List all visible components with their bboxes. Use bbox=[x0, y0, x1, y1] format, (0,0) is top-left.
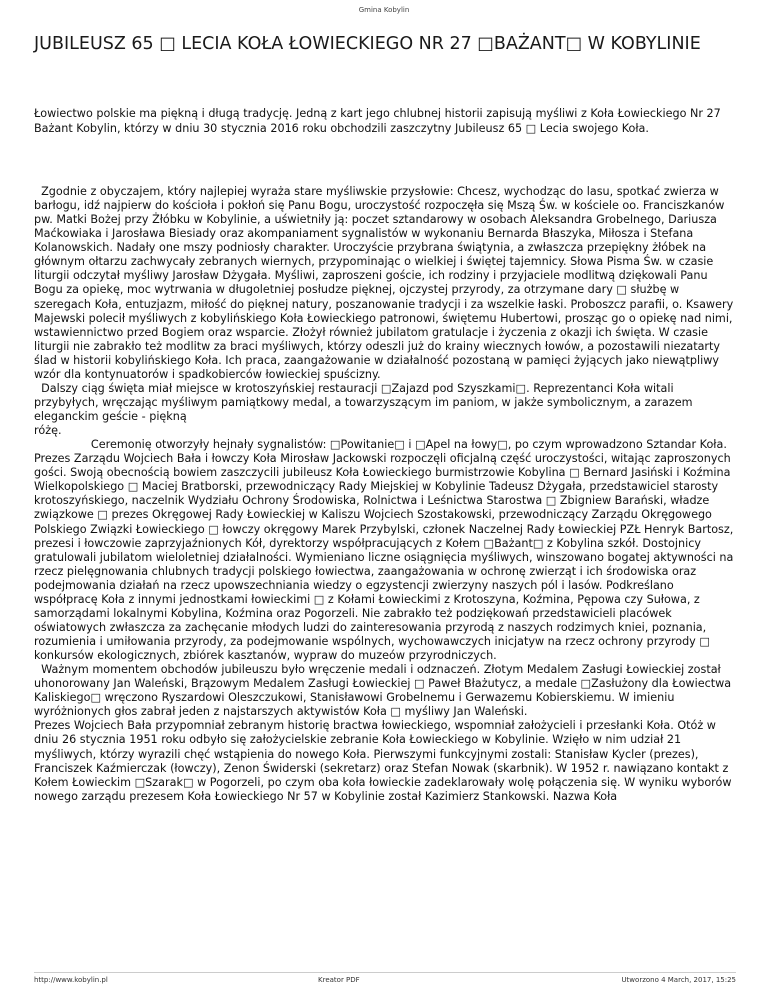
body-paragraph: różę. bbox=[34, 424, 62, 438]
body-paragraph: Ceremonię otworzyły hejnały sygnalistów: □Powitanie□ i □Apel na łowy□, po czym wprowadzono Sztandar Koła. Prezes Zarządu Wojciech Bała i łowczy Koła Mirosław Jackowski rozpoczęli oficjalną część uroczystości, witając zaproszonych gości. Swoją obecnością bowiem zaszczycili jubileusz Koła Łowieckiego burmistrzowie Kobylina □ Bernard Jasiński i Koźmina Wielkopolskiego □ Maciej Bratborski, przewodniczący Rady Miejskiej w Kobylinie Tadeusz Dżygała, przedstawiciel starosty krotoszyńskiego, naczelnik Wydziału Ochrony Środowiska, Rolnictwa i Leśnictwa Starostwa □ Zbigniew Barański, władze związkowe □ prezes Okręgowej Rady Łowieckiej w Kaliszu Wojciech Szostakowski, przewodniczący Zarządu Okręgowego Polskiego Związki Łowieckiego □ łowczy okręgowy Marek Przybylski, członek Naczelnej Rady Łowieckiej PZŁ Henryk Bartosz, prezesi i łowczowie zaprzyjaźnionych Kół, dyrektorzy współpracujących z Kołem □Bażant□ z Kobylina szkół. Dostojnicy gratulowali jubilatom wieloletniej działalności. Wymieniano liczne osiągnięcia myśliwych, winszowano bogatej aktywności na rzecz pielęgnowania chlubnych tradycji polskiego łowiectwa, zaangażowania w ochronę zwierząt i ich środowiska oraz podejmowania działań na rzecz upowszechniania wiedzy o egzystencji zwierzyny naszych pól i lasów. Podkreślano współpracę Koła z innymi jednostkami łowieckimi □ z Kołami Łowieckimi z Krotoszyna, Koźmina, Pępowa czy Sułowa, z samorządami lokalnymi Kobylina, Koźmina oraz Pogorzeli. Nie zabrakło też podziękowań przedstawicieli placówek oświatowych zwłaszcza za zachęcanie młodych ludzi do zainteresowania przyrodą z naszych rodzimych kniei, poznania, rozumienia i umiłowania przyrody, za podejmowanie wspólnych, wychowawczych inicjatyw na rzecz ochrony przyrody □ konkursów ekologicznych, zbiórek kasztanów, wypraw do muzeów przyrodniczych. bbox=[34, 438, 734, 663]
body-paragraph: Zgodnie z obyczajem, który najlepiej wyraża stare myśliwskie przysłowie: Chcesz, wychodząc do lasu, spotkać zwierza w barłogu, idź najpierw do kościoła i pokłoń się Panu Bogu, uroczystość rozpoczęła się Mszą Św. w kościele oo. Franciszkanów pw. Matki Bożej przy Żłóbku w Kobylinie, a uświetniły ją: poczet sztandarowy w osobach Aleksandra Grobelnego, Dariusza Maćkowiaka i Jarosława Biesiady oraz akompaniament sygnalistów w wykonaniu Bernarda Błaszyka, Miłosza i Stefana Kolanowskich. Nadały one mszy podniosły charakter. Uroczyście przybrana świątynia, a zwłaszcza przepiękny żłóbek na głównym ołtarzu zachwycały zebranych wiernych, przypominając o wielkiej i świętej tajemnicy. Słowa Pisma Św. w czasie liturgii odczytał myśliwy Jarosław Dżygała. Myśliwi, zaproszeni goście, ich rodziny i przyjaciele modlitwą dziękowali Panu Bogu za opiekę, moc wytrwania w długoletniej posłudze pięknej, ojczystej przyrody, za otrzymane dary □ służbę w szeregach Koła, entuzjazm, miłość do pięknej natury, poszanowanie tradycji i za wszelkie łaski. Proboszcz parafii, o. Ksawery Majewski polecił myśliwych z kobylińskiego Koła Łowieckiego patronowi, świętemu Hubertowi, prosząc go o opiekę nad nimi, wstawiennictwo przed Bogiem oraz wsparcie. Złożył również jubilatom gratulacje i życzenia z okazji ich święta. W czasie liturgii nie zabrakło też modlitw za braci myśliwych, którzy odeszli już do krainy wiecznych łowów, a pozostawili niezatarty ślad w historii kobylińskiego Koła. Ich praca, zaangażowanie w działalność pozostaną w pamięci żyjących jako niewątpliwy wzór dla kontynuatorów i spadkobierców łowieckiej spuścizny. bbox=[34, 185, 734, 381]
article-intro: Łowiectwo polskie ma piękną i długą tradycję. Jedną z kart jego chlubnej historii zapisują myśliwi z Koła Łowieckiego Nr 27 Bażant Kobylin, którzy w dniu 30 stycznia 2016 roku obchodzili zaszczytny Jubileusz 65 □ Lecia swojego Koła. bbox=[34, 107, 721, 135]
page-footer bbox=[34, 976, 736, 988]
footer-divider bbox=[34, 972, 736, 973]
footer-url-link[interactable]: http://www.kobylin.pl bbox=[34, 976, 108, 984]
article-title: JUBILEUSZ 65 □ LECIA KOŁA ŁOWIECKIEGO NR 27 □BAŻANT□ W KOBYLINIE bbox=[34, 34, 701, 54]
body-paragraph: Ważnym momentem obchodów jubileuszu było wręczenie medali i odznaczeń. Złotym Medalem Zasługi Łowieckiej został uhonorowany Jan Waleński, Brązowym Medalem Zasługi Łowieckiej □ Paweł Błażutycz, a medale □Zasłużony dla Łowiectwa Kaliskiego□ wręczono Ryszardowi Oleszczukowi, Stanisławowi Grobelnemu i Gerwazemu Kobierskiemu. W imieniu wyróżnionych głos zabrał jeden z najstarszych aktywistów Koła □ myśliwy Jan Waleński. bbox=[34, 663, 732, 719]
footer-created-date: Utworzono 4 March, 2017, 15:25 bbox=[621, 976, 736, 984]
site-header: Gmina Kobylin bbox=[358, 6, 410, 14]
article-body bbox=[34, 185, 736, 804]
body-paragraph: Prezes Wojciech Bała przypomniał zebranym historię bractwa łowieckiego, wspomniał założycieli i przesłanki Koła. Otóż w dniu 26 stycznia 1951 roku odbyło się założycielskie zebranie Koła Łowieckiego w Kobylinie. Wzięło w nim udział 21 myśliwych, którzy wyrazili chęć wstąpienia do nowego Koła. Pierwszymi funkcyjnymi zostali: Stanisław Kycler (prezes), Franciszek Kaźmierczak (łowczy), Zenon Świderski (sekretarz) oraz Stefan Nowak (skarbnik). W 1952 r. nawiązano kontakt z Kołem Łowieckim □Szarak□ w Pogorzeli, po czym oba koła łowieckie zadeklarowały wolę połączenia się. W wyniku wyborów nowego zarządu prezesem Koła Łowieckiego Nr 57 w Kobylinie został Kazimierz Stankowski. Nazwa Koła bbox=[34, 719, 732, 803]
footer-generator: Kreator PDF bbox=[318, 976, 360, 984]
body-paragraph: Dalszy ciąg święta miał miejsce w krotoszyńskiej restauracji □Zajazd pod Szyszkami□. Reprezentanci Koła witali przybyłych, wręczając myśliwym pamiątkowy medal, a towarzyszącym im paniom, w jakże symbolicznym, a zarazem eleganckim geście - piękną bbox=[34, 381, 693, 423]
